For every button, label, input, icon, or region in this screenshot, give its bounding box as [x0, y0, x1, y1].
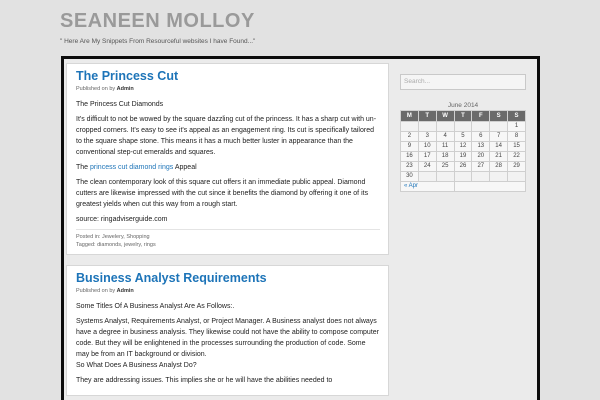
calendar-empty-cell	[490, 171, 508, 181]
calendar-day: 2	[401, 131, 419, 141]
calendar-week-row	[401, 121, 526, 131]
calendar-day: 15	[508, 141, 526, 151]
calendar-day: 7	[490, 131, 508, 141]
main-content	[66, 63, 389, 400]
post-meta	[76, 86, 380, 92]
calendar-day: 17	[418, 151, 436, 161]
calendar-empty-cell	[436, 171, 454, 181]
calendar-day: 24	[418, 161, 436, 171]
calendar-weekday: M	[401, 110, 419, 121]
post-footer	[76, 229, 380, 249]
calendar-empty-cell	[454, 121, 472, 131]
calendar-prev-link[interactable]: « Apr	[404, 183, 419, 189]
calendar-day: 25	[436, 161, 454, 171]
calendar-day: 8	[508, 131, 526, 141]
post-paragraph	[76, 162, 380, 173]
calendar-day: 14	[490, 141, 508, 151]
calendar-day: 13	[472, 141, 490, 151]
calendar-empty-cell	[508, 171, 526, 181]
post-author[interactable]: Admin	[116, 86, 134, 92]
calendar-day: 10	[418, 141, 436, 151]
post-paragraph: The clean contemporary look of this square cut offers it an immediate public appeal. Diamond cutters are likewise impressed with the cut since it benefits the diamond by offering it one of its greatest yields when cut this way from a rough start.	[76, 179, 369, 208]
calendar-day: 29	[508, 161, 526, 171]
post	[66, 63, 389, 255]
calendar-caption: June 2014	[447, 101, 479, 109]
site-tagline: " Here Are My Snippets From Resourceful websites I have Found..."	[60, 38, 256, 45]
text-fragment: The	[76, 164, 89, 171]
calendar-day: 5	[454, 131, 472, 141]
post-title-link[interactable]: Business Analyst Requirements	[76, 271, 267, 285]
calendar-day: 4	[436, 131, 454, 141]
calendar-week-row	[401, 141, 526, 151]
calendar-weekday: T	[418, 110, 436, 121]
calendar-day: 6	[472, 131, 490, 141]
calendar-day: 22	[508, 151, 526, 161]
text-fragment: Appeal	[174, 164, 197, 171]
calendar-day: 11	[436, 141, 454, 151]
post-heading: The Princess Cut Diamonds	[76, 101, 164, 108]
calendar-weekday: S	[508, 110, 526, 121]
calendar-week-row	[401, 131, 526, 141]
post-body	[76, 99, 380, 225]
calendar-prev-cell	[401, 181, 455, 191]
calendar-empty-cell	[472, 121, 490, 131]
post	[66, 265, 389, 396]
calendar-day: 1	[508, 121, 526, 131]
post-subheading: So What Does A Business Analyst Do?	[76, 362, 197, 369]
post-title-link[interactable]: The Princess Cut	[76, 69, 179, 83]
sidebar	[400, 70, 526, 192]
post-paragraph: Systems Analyst, Requirements Analyst, or Project Manager. A Business analyst does not always have a degree in business analysis. They likewise could not have the ability to compose computer code. But they will be enlightened in the processes surrounding the production of code. Some may be from an IT background or division.	[76, 318, 379, 358]
calendar-empty-cell	[401, 121, 419, 131]
post-meta	[76, 288, 380, 294]
calendar-week-row	[401, 151, 526, 161]
calendar-widget	[400, 101, 526, 192]
page-container	[64, 59, 537, 400]
post-body	[76, 301, 380, 386]
calendar-day: 18	[436, 151, 454, 161]
calendar-day: 3	[418, 131, 436, 141]
calendar-weekday: S	[490, 110, 508, 121]
calendar-day: 12	[454, 141, 472, 151]
calendar-day: 23	[401, 161, 419, 171]
calendar-nav-row	[401, 181, 526, 191]
calendar-day: 30	[401, 171, 419, 181]
calendar-day: 21	[490, 151, 508, 161]
calendar-day: 20	[472, 151, 490, 161]
calendar-day: 9	[401, 141, 419, 151]
calendar-empty-cell	[418, 121, 436, 131]
calendar-day: 26	[454, 161, 472, 171]
post-author[interactable]: Admin	[116, 288, 134, 294]
calendar-week-row	[401, 161, 526, 171]
published-label: Published on by	[76, 86, 116, 92]
post-paragraph: They are addressing issues. This implies she or he will have the abilities needed to	[76, 377, 333, 384]
inline-link[interactable]: princess cut diamond rings	[90, 164, 174, 171]
calendar-empty-cell	[436, 121, 454, 131]
site-title[interactable]: SEANEEN MOLLOY	[60, 10, 255, 32]
calendar-weekday: T	[454, 110, 472, 121]
calendar-weekday: W	[436, 110, 454, 121]
calendar-day: 28	[490, 161, 508, 171]
calendar-next-cell	[454, 181, 525, 191]
calendar-table	[400, 110, 526, 192]
calendar-empty-cell	[418, 171, 436, 181]
post-source: source: ringadviserguide.com	[76, 216, 168, 223]
post-heading: Some Titles Of A Business Analyst Are As Follows:.	[76, 303, 235, 310]
calendar-empty-cell	[454, 171, 472, 181]
calendar-empty-cell	[472, 171, 490, 181]
calendar-week-row	[401, 171, 526, 181]
calendar-day: 19	[454, 151, 472, 161]
post-categories[interactable]: Posted in: Jewelery, Shopping	[76, 234, 150, 240]
published-label: Published on by	[76, 288, 116, 294]
calendar-day: 27	[472, 161, 490, 171]
calendar-empty-cell	[490, 121, 508, 131]
calendar-weekday-row	[401, 110, 526, 121]
calendar-weekday: F	[472, 110, 490, 121]
post-paragraph: It's difficult to not be wowed by the square dazzling cut of the princess. It has a sharp cut with un-cropped corners. It's easy to see it's appeal as an engagement ring. Its cut is specifically tailored to the square shape stone. This means it has a much better luster in appearance than the conventional step-cut emeralds and squares.	[76, 116, 377, 156]
post-tags[interactable]: Tagged: diamonds, jewelry, rings	[76, 242, 156, 248]
calendar-day: 16	[401, 151, 419, 161]
search-input[interactable]	[400, 74, 526, 90]
